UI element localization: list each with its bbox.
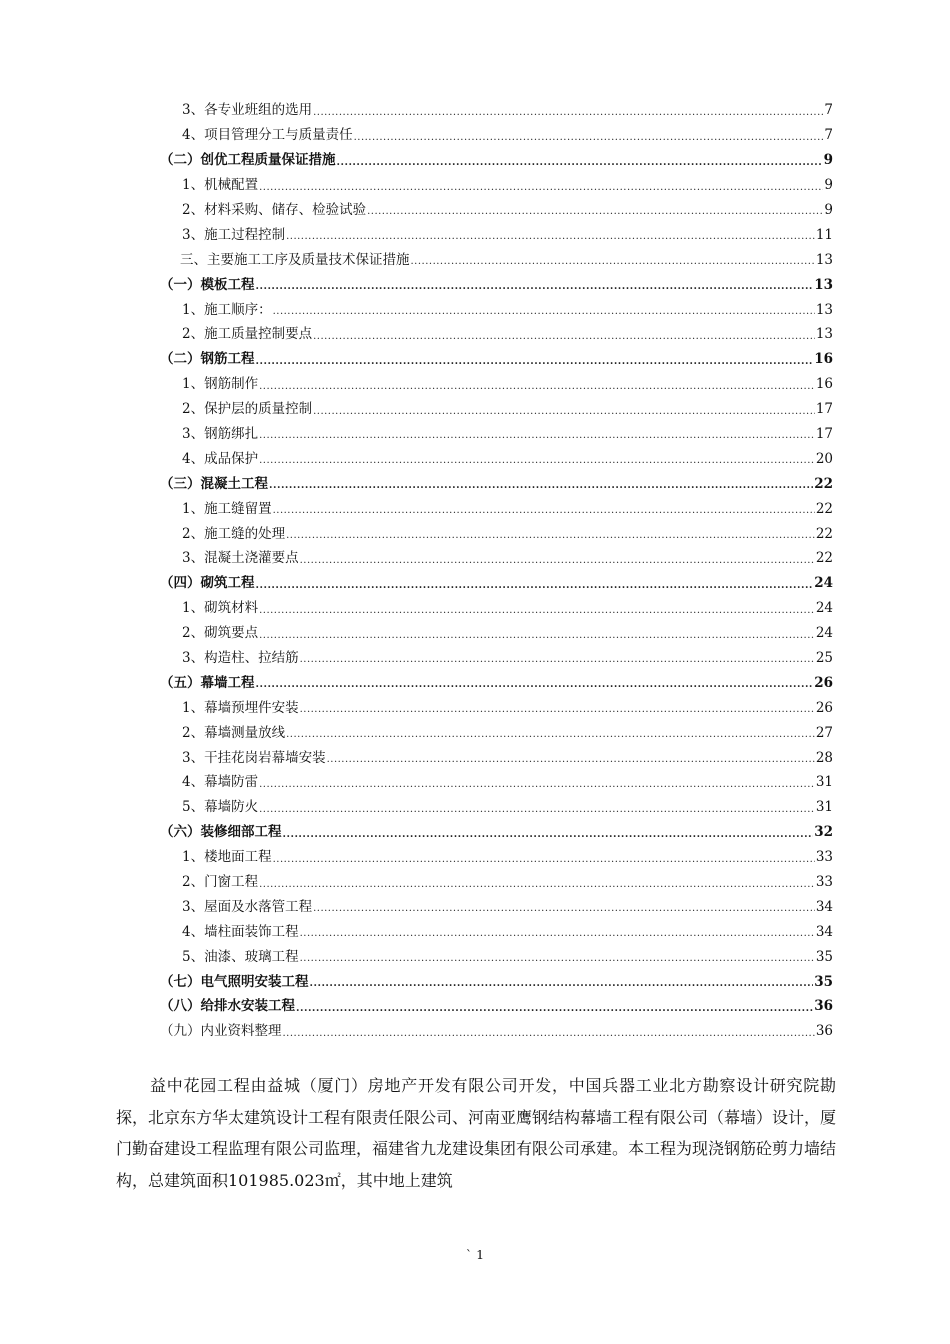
toc-dot-leader <box>269 481 813 491</box>
toc-dot-leader <box>286 232 815 242</box>
toc-entry[interactable] <box>160 690 833 715</box>
toc-dot-leader <box>313 108 823 118</box>
toc-entry-page: 13 <box>815 301 833 318</box>
toc-entry-page: 36 <box>815 1023 833 1040</box>
toc-entry[interactable] <box>160 790 833 815</box>
table-of-contents <box>160 93 833 1039</box>
toc-dot-leader <box>256 581 814 591</box>
toc-entry[interactable] <box>160 665 833 690</box>
toc-entry-title: （三）混凝土工程 <box>160 475 268 492</box>
toc-entry-title: 2、施工质量控制要点 <box>182 326 313 343</box>
toc-dot-leader <box>300 705 815 715</box>
toc-entry-page: 22 <box>815 550 833 567</box>
toc-entry-page: 33 <box>815 874 833 890</box>
toc-entry-page: 34 <box>815 898 833 915</box>
toc-entry-page: 32 <box>814 824 833 841</box>
toc-dot-leader <box>259 382 815 392</box>
toc-entry[interactable] <box>160 168 833 193</box>
toc-entry-page: 16 <box>815 376 833 393</box>
toc-entry[interactable] <box>160 217 833 242</box>
toc-entry-title: （二）钢筋工程 <box>160 351 255 368</box>
toc-dot-leader <box>313 332 815 342</box>
toc-dot-leader <box>256 680 814 690</box>
toc-entry[interactable] <box>160 890 833 915</box>
toc-entry[interactable] <box>160 840 833 865</box>
toc-entry[interactable] <box>160 242 833 267</box>
toc-entry-page: 17 <box>815 425 833 442</box>
toc-dot-leader <box>256 357 814 367</box>
page-number: ` 1 <box>465 1247 485 1262</box>
toc-entry[interactable] <box>160 342 833 367</box>
toc-entry[interactable] <box>160 267 833 292</box>
toc-entry-page: 31 <box>815 774 833 791</box>
toc-entry-page: 26 <box>814 674 833 691</box>
toc-entry-title: 2、施工缝的处理 <box>182 525 286 542</box>
toc-entry[interactable] <box>160 541 833 566</box>
toc-entry-title: 4、成品保护 <box>182 450 259 467</box>
toc-entry-title: 3、屋面及水落管工程 <box>182 898 313 915</box>
toc-dot-leader <box>259 456 815 466</box>
toc-entry-title: 4、项目管理分工与质量责任 <box>182 127 353 144</box>
toc-entry[interactable] <box>160 715 833 740</box>
toc-entry-title: 2、保护层的质量控制 <box>182 401 313 418</box>
toc-dot-leader <box>286 531 815 541</box>
toc-entry[interactable] <box>160 292 833 317</box>
toc-entry-title: （二）创优工程质量保证措施 <box>160 152 336 169</box>
toc-dot-leader <box>286 730 815 740</box>
toc-entry-title: 三、主要施工工序及质量技术保证措施 <box>180 251 410 268</box>
toc-dot-leader <box>337 158 823 168</box>
toc-entry-page: 31 <box>815 799 833 816</box>
toc-dot-leader <box>300 954 815 964</box>
toc-entry[interactable] <box>160 914 833 939</box>
toc-dot-leader <box>273 307 815 317</box>
toc-entry-title: 2、材料采购、储存、检验试验 <box>182 201 367 218</box>
toc-entry[interactable] <box>160 143 833 168</box>
toc-entry-page: 9 <box>824 177 833 194</box>
toc-entry[interactable] <box>160 740 833 765</box>
toc-dot-leader <box>313 407 815 417</box>
toc-entry[interactable] <box>160 441 833 466</box>
toc-dot-leader <box>300 556 815 566</box>
toc-entry[interactable] <box>160 516 833 541</box>
toc-dot-leader <box>327 755 815 765</box>
toc-entry-page: 24 <box>815 600 833 617</box>
toc-entry-title: 1、施工缝留置 <box>182 500 272 517</box>
toc-dot-leader <box>273 855 815 865</box>
toc-entry-title: 2、幕墙测量放线 <box>182 724 286 741</box>
toc-entry-title: 2、门窗工程 <box>182 874 259 890</box>
toc-entry[interactable] <box>160 815 833 840</box>
toc-entry[interactable] <box>160 367 833 392</box>
toc-dot-leader <box>259 805 815 815</box>
toc-entry-page: 24 <box>815 625 833 642</box>
toc-entry-page: 22 <box>815 500 833 517</box>
toc-entry-page: 33 <box>815 849 833 866</box>
toc-entry-page: 22 <box>815 525 833 542</box>
toc-entry-title: 1、施工顺序： <box>182 301 272 318</box>
toc-dot-leader <box>411 257 815 267</box>
toc-entry-page: 7 <box>824 102 833 119</box>
toc-dot-leader <box>310 979 814 989</box>
toc-dot-leader <box>283 830 814 840</box>
toc-dot-leader <box>313 904 815 914</box>
toc-entry[interactable] <box>160 193 833 218</box>
toc-entry-title: 5、幕墙防火 <box>182 799 259 816</box>
toc-dot-leader <box>259 880 815 890</box>
toc-entry-page: 26 <box>815 699 833 716</box>
toc-dot-leader <box>259 780 815 790</box>
toc-entry-title: （八）给排水安装工程 <box>160 998 295 1015</box>
toc-entry-title: 3、混凝土浇灌要点 <box>182 550 299 567</box>
toc-entry[interactable] <box>160 641 833 666</box>
toc-dot-leader <box>273 506 815 516</box>
toc-entry-page: 20 <box>815 450 833 467</box>
toc-entry-title: 3、施工过程控制 <box>182 226 286 243</box>
toc-entry-title: 4、幕墙防雷 <box>182 774 259 791</box>
toc-entry-title: （五）幕墙工程 <box>160 674 255 691</box>
toc-entry-title: 2、砌筑要点 <box>182 625 259 642</box>
toc-entry[interactable] <box>160 566 833 591</box>
toc-entry-title: （一）模板工程 <box>160 276 255 293</box>
toc-dot-leader <box>259 631 815 641</box>
toc-dot-leader <box>300 655 815 665</box>
toc-entry[interactable] <box>160 93 833 118</box>
toc-entry-title: 1、钢筋制作 <box>182 376 259 393</box>
toc-entry-page: 36 <box>814 998 833 1015</box>
toc-entry-title: 1、幕墙预埋件安装 <box>182 699 299 716</box>
toc-entry-title: 4、墙柱面装饰工程 <box>182 923 299 940</box>
toc-entry-title: 1、砌筑材料 <box>182 600 259 617</box>
toc-entry-page: 17 <box>815 401 833 418</box>
toc-entry-page: 13 <box>814 276 833 293</box>
toc-entry[interactable] <box>160 765 833 790</box>
toc-entry[interactable] <box>160 865 833 890</box>
toc-entry[interactable] <box>160 417 833 442</box>
toc-entry-title: （七）电气照明安装工程 <box>160 973 309 990</box>
toc-entry-page: 22 <box>814 475 833 492</box>
toc-dot-leader <box>259 606 815 616</box>
toc-entry-page: 16 <box>814 351 833 368</box>
toc-entry-title: 3、各专业班组的选用 <box>182 102 313 119</box>
toc-entry-page: 28 <box>815 749 833 766</box>
toc-entry-page: 7 <box>824 127 833 144</box>
toc-entry-page: 35 <box>814 973 833 990</box>
toc-entry[interactable] <box>160 1014 833 1039</box>
body-paragraph: 益中花园工程由益城（厦门）房地产开发有限公司开发，中国兵器工业北方勘察设计研究院勘探，北京东方华太建筑设计工程有限责任限公司、河南亚鹰钢结构幕墙工程有限公司（幕墙）设计，厦门勤奋建设工程监理有限公司监理，福建省九龙建设集团有限公司承建。本工程为现浇钢筋砼剪力墙结构，总建筑面积101985.023㎡，其中地上建筑 <box>116 1076 837 1190</box>
toc-entry-title: 3、钢筋绑扎 <box>182 425 259 442</box>
toc-dot-leader <box>300 929 815 939</box>
toc-entry-page: 9 <box>823 152 833 169</box>
toc-entry-title: 3、干挂花岗岩幕墙安装 <box>182 749 326 766</box>
toc-entry-title: 5、油漆、玻璃工程 <box>182 948 299 965</box>
toc-entry[interactable] <box>160 616 833 641</box>
toc-entry-title: 1、机械配置 <box>182 177 259 194</box>
toc-entry-page: 11 <box>815 226 833 243</box>
toc-dot-leader <box>256 282 814 292</box>
toc-dot-leader <box>259 431 815 441</box>
toc-entry[interactable] <box>160 491 833 516</box>
toc-entry[interactable] <box>160 317 833 342</box>
toc-entry[interactable] <box>160 939 833 964</box>
toc-entry-page: 35 <box>815 948 833 965</box>
toc-entry-title: 3、构造柱、拉结筋 <box>182 649 299 666</box>
toc-entry[interactable] <box>160 989 833 1014</box>
toc-entry[interactable] <box>160 591 833 616</box>
toc-entry-page: 13 <box>815 251 833 268</box>
toc-entry-title: 1、楼地面工程 <box>182 849 272 866</box>
toc-entry-page: 9 <box>824 201 833 218</box>
toc-entry-page: 25 <box>815 649 833 666</box>
toc-entry-page: 34 <box>815 923 833 940</box>
toc-entry-page: 24 <box>814 575 833 592</box>
toc-entry-title: （六）装修细部工程 <box>160 824 282 841</box>
toc-entry[interactable] <box>160 466 833 491</box>
toc-dot-leader <box>296 1004 813 1014</box>
toc-dot-leader <box>354 133 824 143</box>
toc-entry-page: 27 <box>815 724 833 741</box>
toc-dot-leader <box>259 183 823 193</box>
toc-dot-leader <box>367 207 823 217</box>
toc-entry-page: 13 <box>815 326 833 343</box>
toc-entry[interactable] <box>160 964 833 989</box>
toc-entry-title: （四）砌筑工程 <box>160 575 255 592</box>
toc-entry[interactable] <box>160 392 833 417</box>
toc-dot-leader <box>283 1029 815 1039</box>
toc-entry-title: （九）内业资料整理 <box>160 1023 282 1040</box>
toc-entry[interactable] <box>160 118 833 143</box>
